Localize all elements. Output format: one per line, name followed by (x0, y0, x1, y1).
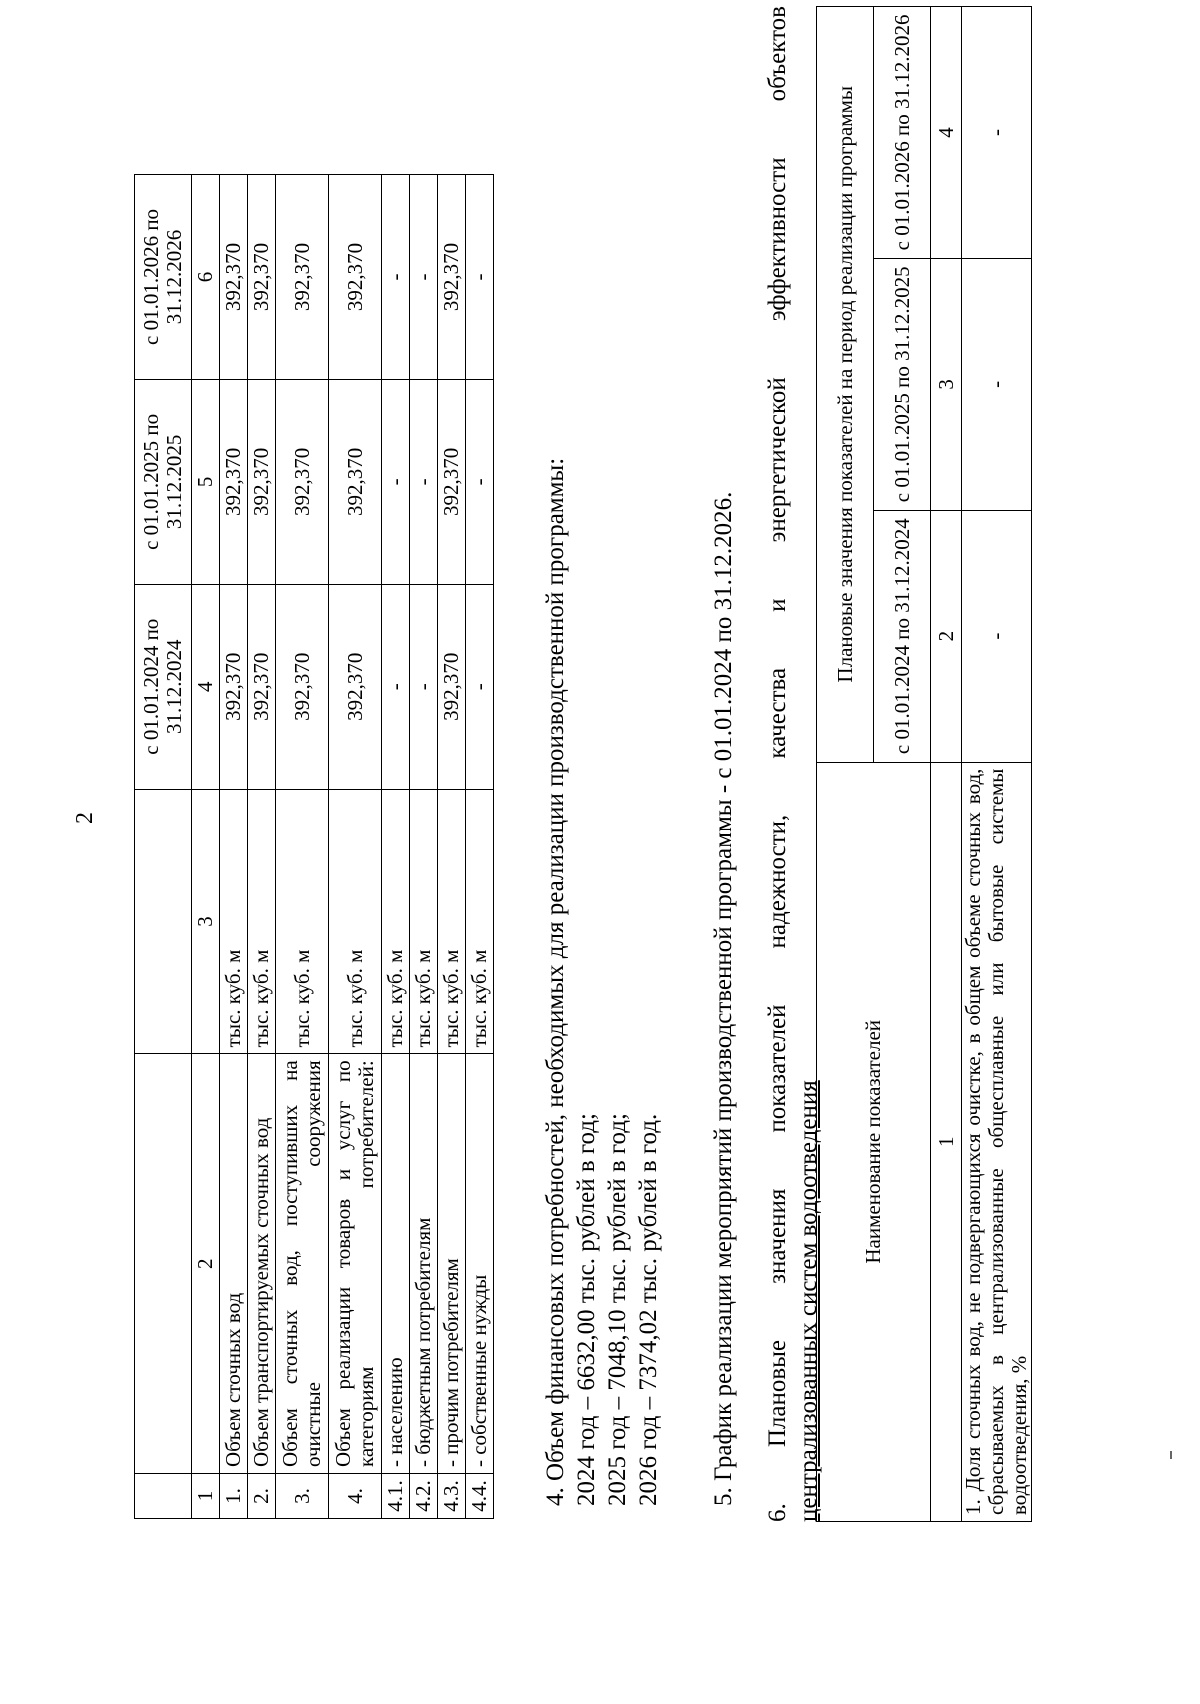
column-number: 2 (931, 510, 962, 762)
header-cell (135, 1474, 192, 1519)
section-4-financial-needs (540, 458, 664, 1506)
value-2024: - (410, 584, 438, 789)
section-4-line-2025: 2025 год – 7048,10 тыс. рублей в год; (604, 1113, 631, 1506)
indicator-name: 1. Доля сточных вод, не подвергающихся очистке, в общем объеме сточных вод, сбрасываемых в централизованные общесплавные или бытовые системы водоотведения, % (962, 762, 1032, 1521)
column-number: 6 (192, 175, 220, 380)
value-2025: 392,370 (438, 379, 466, 584)
table-row (410, 175, 438, 1519)
value-2025: - (962, 258, 1032, 510)
table-row (962, 7, 1032, 1522)
row-name: Объем реализации товаров и услуг по категориям потребителей: (329, 1054, 382, 1474)
column-numbers-row (192, 175, 220, 1519)
row-unit: тыс. куб. м (276, 789, 329, 1054)
section-6-heading (762, 6, 824, 1522)
row-number: 4.4. (466, 1474, 494, 1519)
value-2026: - (410, 175, 438, 380)
row-number: 3. (276, 1474, 329, 1519)
table-header-row (817, 7, 874, 1522)
column-number: 4 (931, 7, 962, 259)
column-number: 4 (192, 584, 220, 789)
value-2025: 392,370 (220, 379, 248, 584)
row-name: - прочим потребителям (438, 1054, 466, 1474)
value-2024: 392,370 (438, 584, 466, 789)
column-number: 3 (192, 789, 220, 1054)
row-unit: тыс. куб. м (382, 789, 410, 1054)
row-name: - населению (382, 1054, 410, 1474)
value-2024: 392,370 (220, 584, 248, 789)
row-name: - собственные нужды (466, 1054, 494, 1474)
row-unit: тыс. куб. м (248, 789, 276, 1054)
header-cell-2025: с 01.01.2025 по 31.12.2025 (135, 379, 192, 584)
row-number: 1. (220, 1474, 248, 1519)
table-header-row (135, 175, 192, 1519)
indicators-table (816, 6, 1032, 1522)
value-2024: 392,370 (276, 584, 329, 789)
table-row (276, 175, 329, 1519)
value-2025: - (410, 379, 438, 584)
value-2024: - (466, 584, 494, 789)
value-2025: 392,370 (248, 379, 276, 584)
row-number: 4.3. (438, 1474, 466, 1519)
row-unit: тыс. куб. м (466, 789, 494, 1054)
value-2024: 392,370 (248, 584, 276, 789)
scan-speck (1170, 1451, 1172, 1459)
value-2026: - (962, 7, 1032, 259)
row-name: Объем транспортируемых сточных вод (248, 1054, 276, 1474)
value-2025: 392,370 (329, 379, 382, 584)
row-unit: тыс. куб. м (220, 789, 248, 1054)
volumes-table (134, 174, 494, 1519)
row-unit: тыс. куб. м (329, 789, 382, 1054)
table-row (329, 175, 382, 1519)
column-number: 1 (192, 1474, 220, 1519)
column-numbers-row (931, 7, 962, 1522)
column-number: 5 (192, 379, 220, 584)
row-number: 4.2. (410, 1474, 438, 1519)
column-number: 3 (931, 258, 962, 510)
section-6-line-2: централизованных систем водоотведения (795, 1080, 822, 1522)
row-unit: тыс. куб. м (438, 789, 466, 1054)
value-2026: - (382, 175, 410, 380)
section-4-title: 4. Объем финансовых потребностей, необходимых для реализации производственной программы: (542, 457, 569, 1506)
value-2024: 392,370 (329, 584, 382, 789)
row-unit: тыс. куб. м (410, 789, 438, 1054)
row-number: 4. (329, 1474, 382, 1519)
period-2024: с 01.01.2024 по 31.12.2024 (874, 510, 931, 762)
page-number: 2 (72, 812, 98, 824)
section-6-line-1: 6. Плановые значения показателей надежности, качества и энергетической эффективности объектов (764, 6, 791, 1522)
header-cell-2024: с 01.01.2024 по 31.12.2024 (135, 584, 192, 789)
header-cell-2026: с 01.01.2026 по 31.12.2026 (135, 175, 192, 380)
value-2026: 392,370 (438, 175, 466, 380)
value-2026: - (466, 175, 494, 380)
value-2026: 392,370 (220, 175, 248, 380)
header-cell (135, 789, 192, 1054)
value-2026: 392,370 (248, 175, 276, 380)
row-number: 4.1. (382, 1474, 410, 1519)
row-number: 2. (248, 1474, 276, 1519)
value-2025: 392,370 (276, 379, 329, 584)
table-row (220, 175, 248, 1519)
section-4-line-2024: 2024 год – 6632,00 тыс. рублей в год; (573, 1113, 600, 1506)
period-2025: с 01.01.2025 по 31.12.2025 (874, 258, 931, 510)
value-2024: - (382, 584, 410, 789)
value-2024: - (962, 510, 1032, 762)
table-row (466, 175, 494, 1519)
table-row (248, 175, 276, 1519)
section-5-schedule: 5. График реализации мероприятий производственной программы - с 01.01.2024 по 31.12.2026. (710, 491, 737, 1506)
column-number: 2 (192, 1054, 220, 1474)
value-2026: 392,370 (276, 175, 329, 380)
period-2026: с 01.01.2026 по 31.12.2026 (874, 7, 931, 259)
row-name: Объем сточных вод, поступивших на очистные сооружения (276, 1054, 329, 1474)
value-2025: - (466, 379, 494, 584)
table-row (438, 175, 466, 1519)
column-number: 1 (931, 762, 962, 1521)
row-name: - бюджетным потребителям (410, 1054, 438, 1474)
value-2025: - (382, 379, 410, 584)
table-row (382, 175, 410, 1519)
plan-header: Плановые значения показателей на период реализации программы (817, 7, 874, 763)
value-2026: 392,370 (329, 175, 382, 380)
header-cell (135, 1054, 192, 1474)
section-4-line-2026: 2026 год – 7374,02 тыс. рублей в год. (635, 1113, 662, 1506)
row-name: Объем сточных вод (220, 1054, 248, 1474)
name-header: Наименование показателей (817, 762, 931, 1521)
